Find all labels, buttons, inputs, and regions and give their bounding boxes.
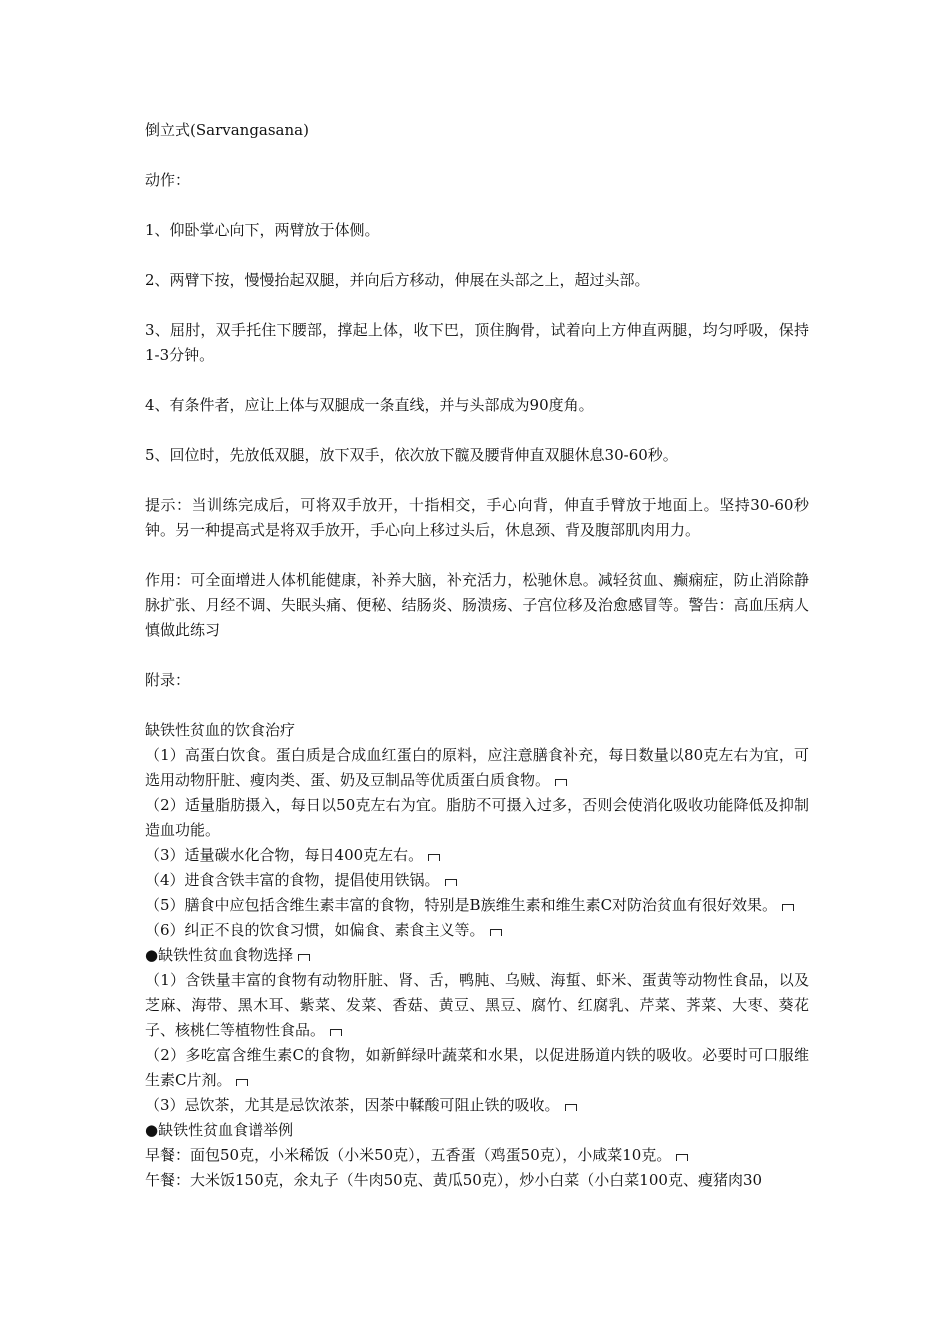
step-3: 3、屈肘，双手托住下腰部，撑起上体，收下巴，顶住胸骨，试着向上方伸直两腿，均匀呼吸，保持1-3分钟。 (145, 321, 809, 364)
food-item-text: （3）忌饮茶，尤其是忌饮浓茶，因茶中鞣酸可阻止铁的吸收。 (145, 1096, 560, 1114)
lunch-line: 午餐：大米饭150克，氽丸子（牛肉50克、黄瓜50克），炒小白菜（小白菜100克、瘦猪肉30 (145, 1171, 763, 1189)
tip-paragraph: 提示：当训练完成后，可将双手放开，十指相交，手心向背，伸直手臂放于地面上。坚持30-60秒钟。另一种提高式是将双手放开，手心向上移过头后，休息颈、背及腹部肌肉用力。 (145, 496, 809, 539)
paragraph-mark-icon (330, 1029, 342, 1036)
step-1: 1、仰卧掌心向下，两臂放于体侧。 (145, 221, 380, 239)
recipe-heading: ●缺铁性贫血食谱举例 (145, 1121, 294, 1139)
paragraph-mark-icon (676, 1154, 688, 1161)
food-choice-heading-text: ●缺铁性贫血食物选择 (145, 946, 294, 964)
appendix-heading: 附录： (145, 671, 191, 689)
diet-item-text: （5）膳食中应包括含维生素丰富的食物，特别是B族维生素和维生素C对防治贫血有很好效果。 (145, 896, 778, 914)
diet-item-text: （6）纠正不良的饮食习惯，如偏食、素食主义等。 (145, 921, 485, 939)
food-choice-heading (145, 943, 809, 968)
diet-item (145, 793, 809, 843)
step-2: 2、两臂下按，慢慢抬起双腿，并向后方移动，伸展在头部之上，超过头部。 (145, 271, 650, 289)
paragraph-mark-icon (555, 779, 567, 786)
breakfast-text: 早餐：面包50克，小米稀饭（小米50克），五香蛋（鸡蛋50克），小咸菜10克。 (145, 1146, 672, 1164)
food-item-text: （2）多吃富含维生素C的食物，如新鲜绿叶蔬菜和水果，以促进肠道内铁的吸收。必要时可口服维生素C片剂。 (145, 1046, 809, 1089)
paragraph-mark-icon (236, 1079, 248, 1086)
diet-item-text: （4）进食含铁丰富的食物，提倡使用铁锅。 (145, 871, 440, 889)
paragraph-mark-icon (490, 929, 502, 936)
diet-item (145, 893, 809, 918)
step-4: 4、有条件者，应让上体与双腿成一条直线，并与头部成为90度角。 (145, 396, 594, 414)
diet-item-text: （3）适量碳水化合物，每日400克左右。 (145, 846, 424, 864)
title: 倒立式(Sarvangasana) (145, 121, 309, 139)
food-item (145, 1043, 809, 1093)
diet-item-text: （1）高蛋白饮食。蛋白质是合成血红蛋白的原料，应注意膳食补充，每日数量以80克左右为宜，可选用动物肝脏、瘦肉类、蛋、奶及豆制品等优质蛋白质食物。 (145, 746, 809, 789)
paragraph-mark-icon (298, 954, 310, 961)
document-page (145, 118, 809, 1193)
anemia-heading: 缺铁性贫血的饮食治疗 (145, 721, 296, 739)
diet-item (145, 868, 809, 893)
paragraph-mark-icon (445, 879, 457, 886)
action-heading: 动作： (145, 171, 191, 189)
diet-item (145, 743, 809, 793)
paragraph-mark-icon (782, 904, 794, 911)
food-item (145, 968, 809, 1043)
diet-item (145, 843, 809, 868)
breakfast-line (145, 1143, 809, 1168)
food-item (145, 1093, 809, 1118)
step-5: 5、回位时，先放低双腿，放下双手，依次放下髋及腰背伸直双腿休息30-60秒。 (145, 446, 678, 464)
paragraph-mark-icon (565, 1104, 577, 1111)
diet-item-text: （2）适量脂肪摄入，每日以50克左右为宜。脂肪不可摄入过多，否则会使消化吸收功能降低及抑制造血功能。 (145, 796, 809, 839)
diet-item (145, 918, 809, 943)
paragraph-mark-icon (428, 854, 440, 861)
effect-paragraph: 作用：可全面增进人体机能健康，补养大脑，补充活力，松驰休息。减轻贫血、癫痫症，防止消除静脉扩张、月经不调、失眠头痛、便秘、结肠炎、肠溃疡、子宫位移及治愈感冒等。警告：高血压病人慎做此练习 (145, 571, 809, 639)
food-item-text: （1）含铁量丰富的食物有动物肝脏、肾、舌，鸭肫、乌贼、海蜇、虾米、蛋黄等动物性食品，以及芝麻、海带、黑木耳、紫菜、发菜、香菇、黄豆、黑豆、腐竹、红腐乳、芹菜、荠菜、大枣、葵花子、核桃仁等植物性食品。 (145, 971, 809, 1039)
